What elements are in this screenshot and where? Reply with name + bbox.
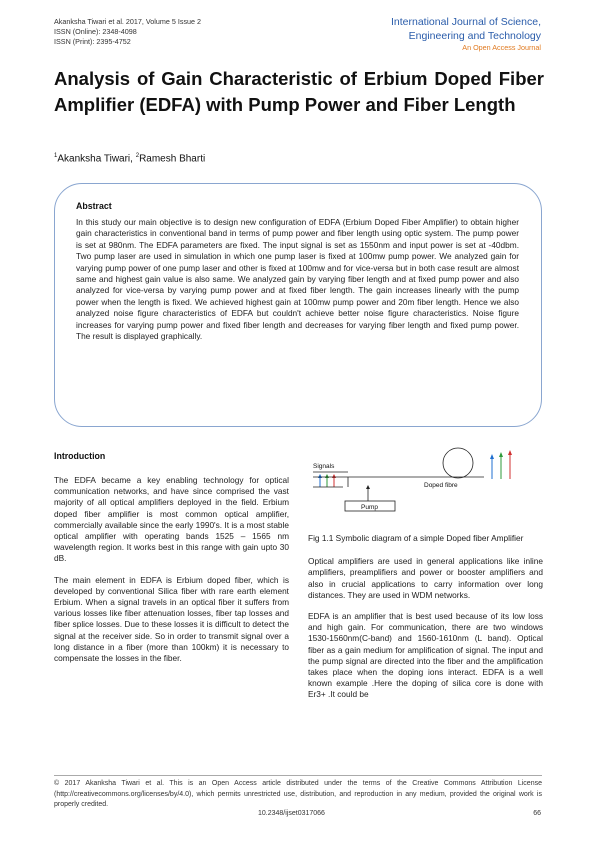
author2-affiliation: 2 xyxy=(135,153,140,159)
journal-name-block xyxy=(391,15,541,53)
doi-text: 10.2348/ijset0317066 xyxy=(258,810,325,817)
page-number: 66 xyxy=(533,810,541,817)
doped-fibre-label: Doped fibre xyxy=(424,482,458,489)
figure-caption: Fig 1.1 Symbolic diagram of a simple Doped fiber Amplifier xyxy=(308,533,524,543)
abstract-text: In this study our main objective is to design new configuration of EDFA (Erbium Doped Fiber Amplifier) to obtain higher gain characteristics in conventional band in terms of pump power and fiber length using optic system. The pump power is set at 980nm. The EDFA parameters are fixed. The input signal is set as 1550nm and input power is set at -40dbm. Two pump laser are used in simulation in which one pump laser is fixed at 100mw pump power. We analyzed gain for varying pump power of one pump laser and other is fixed at 100mw and for vice-versa but in both case result are almost same and highest gain value is also same. We analyzed gain by varying fiber length and at fixed pump power and also analyzed for vice-versa by varying pump power and at fixed fiber length. The gain increases linearly with the pump power when the length is fixed. We achieved highest gain at 100mw pump power and 20m fiber length. Hence we also analyzed noise figure characteristics of EDFA but couldn't achieve better noise figure characteristics. Noise figure increases for varying pump power and fixed fiber length and decreases for varying fiber length and fixed pump power. The result is displayed graphically. xyxy=(76,217,519,342)
fiber-coil xyxy=(443,448,473,478)
abstract-box xyxy=(54,183,542,427)
citation-line: Akanksha Tiwari et al. 2017, Volume 5 Issue 2 xyxy=(54,17,202,26)
paper-title: Analysis of Gain Characteristic of Erbium Doped Fiber Amplifier (EDFA) with Pump Power and Fiber Length xyxy=(54,68,544,115)
author2-name: Ramesh Bharti xyxy=(139,153,206,165)
introduction-paragraph-2: The main element in EDFA is Erbium doped fiber, which is developed by conventional Silica fiber with rare earth element Erbium. When a signal travels in an optical fiber it suffers from various losses like fiber attenuation losses, fiber tap losses and fiber splice losses. Due to these losses it is difficult to detect the signal at the receiver side. So in order to transmit signal over a long distance in a fiber (more than 100km) it is necessary to compensate the losses in the fiber. xyxy=(54,574,289,664)
header-citation-block xyxy=(54,17,201,47)
right-paragraph-1: Optical amplifiers are used in general applications like inline amplifiers, preamplifiers and power or booster amplifiers and also in crucial applications to carry information over long distances. They are used in WDM networks. xyxy=(308,556,543,600)
author1-name: Akanksha Tiwari, xyxy=(57,153,136,165)
pump-arrowhead xyxy=(366,485,370,489)
edfa-diagram-svg xyxy=(308,447,543,522)
right-column xyxy=(308,533,543,711)
license-text: © 2017 Akanksha Tiwari et al. This is an Open Access article distributed under the terms of the Creative Commons Attribution License (http://creativecommons.org/licenses/by/4.0), which permits unrestricted use, distribution, and reproduction in any medium, provided the original work is properly credited. xyxy=(54,780,542,808)
open-access-label: An Open Access Journal xyxy=(462,43,541,52)
journal-name-line1: International Journal of Science, xyxy=(390,16,541,28)
edfa-diagram xyxy=(308,447,543,522)
journal-name-line2: Engineering and Technology xyxy=(408,30,541,42)
issn-print: ISSN (Print): 2395-4752 xyxy=(54,37,131,46)
output-arrowhead-blue xyxy=(490,454,494,459)
author-list xyxy=(54,153,205,164)
author1-affiliation: 1 xyxy=(54,153,58,159)
signals-label: Signals xyxy=(313,463,335,470)
left-column xyxy=(54,451,289,674)
output-arrowhead-red xyxy=(508,450,512,455)
footer-divider xyxy=(54,775,542,776)
introduction-paragraph-1: The EDFA became a key enabling technology for optical communication networks, and have since comprised the vast majority of all optical amplifiers deployed in the field. Erbium doped fiber amplifier is most common optical amplifier, commercially available since the early 1990's. It is a most stable optical amplifier with operating bands 1525 – 1565 nm wavelength region. It works best in this range with gain upto 30 dB. xyxy=(54,475,289,564)
pump-label: Pump xyxy=(361,504,378,511)
issn-online: ISSN (Online): 2348-4098 xyxy=(54,27,137,36)
introduction-heading: Introduction xyxy=(54,451,106,461)
output-arrowhead-green xyxy=(499,452,503,457)
right-paragraph-2: EDFA is an amplifier that is best used because of its low loss and high gain. For communication, there are two windows 1530-1560nm(C-band) and 1560-1610nm (L band). Optical fiber as a gain medium for amplification of signal. The input and the pump signal are directed into the fiber and the amplification takes place when the doping ions interact. EDFA is a well known example .Here the doping of silica core is done with Er3+ .It could be xyxy=(308,611,543,700)
abstract-heading: Abstract xyxy=(76,201,112,211)
